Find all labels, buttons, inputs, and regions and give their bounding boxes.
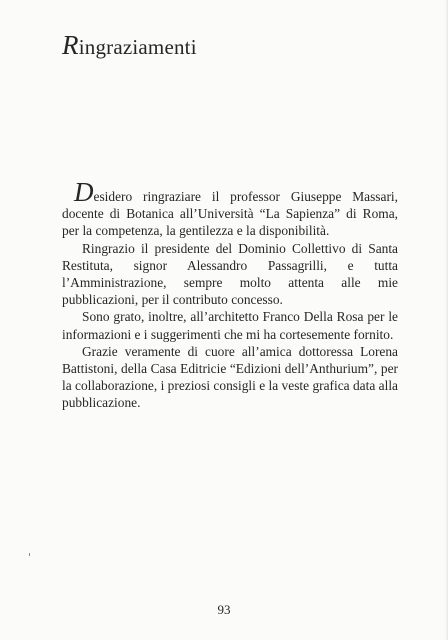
title-initial: R <box>62 30 79 60</box>
drop-cap: D <box>74 177 94 207</box>
paper-speck <box>29 553 30 556</box>
paragraph-3: Sono grato, inoltre, all’architetto Franco Della Rosa per le informazioni e i suggerimenti che mi ha cortesemente fornito. <box>62 309 398 342</box>
acknowledgements-text <box>62 177 398 412</box>
paragraph-4: Grazie veramente di cuore all’amica dottoressa Lorena Battistoni, della Casa Editricie “Edizioni dell’Anthurium”, per la collaborazione, i preziosi consigli e la veste grafica data alla pubblicazione. <box>62 343 398 411</box>
page-number: 93 <box>217 602 231 617</box>
paragraph-1 <box>62 177 398 240</box>
paragraph-2: Ringrazio il presidente del Dominio Collettivo di Santa Restituta, signor Alessandro Passagrilli, e tutta l’Amministrazione, sempre molto attenta alle mie pubblicazioni, per il contributo concesso. <box>62 240 398 308</box>
title-text: ingraziamenti <box>78 35 197 59</box>
paragraph-1-text: esidero ringraziare il professor Giuseppe Massari, docente di Botanica all’Università “La Sapienza” di Roma, per la competenza, la gentilezza e la disponibilità. <box>62 189 398 239</box>
page-title <box>62 30 197 61</box>
